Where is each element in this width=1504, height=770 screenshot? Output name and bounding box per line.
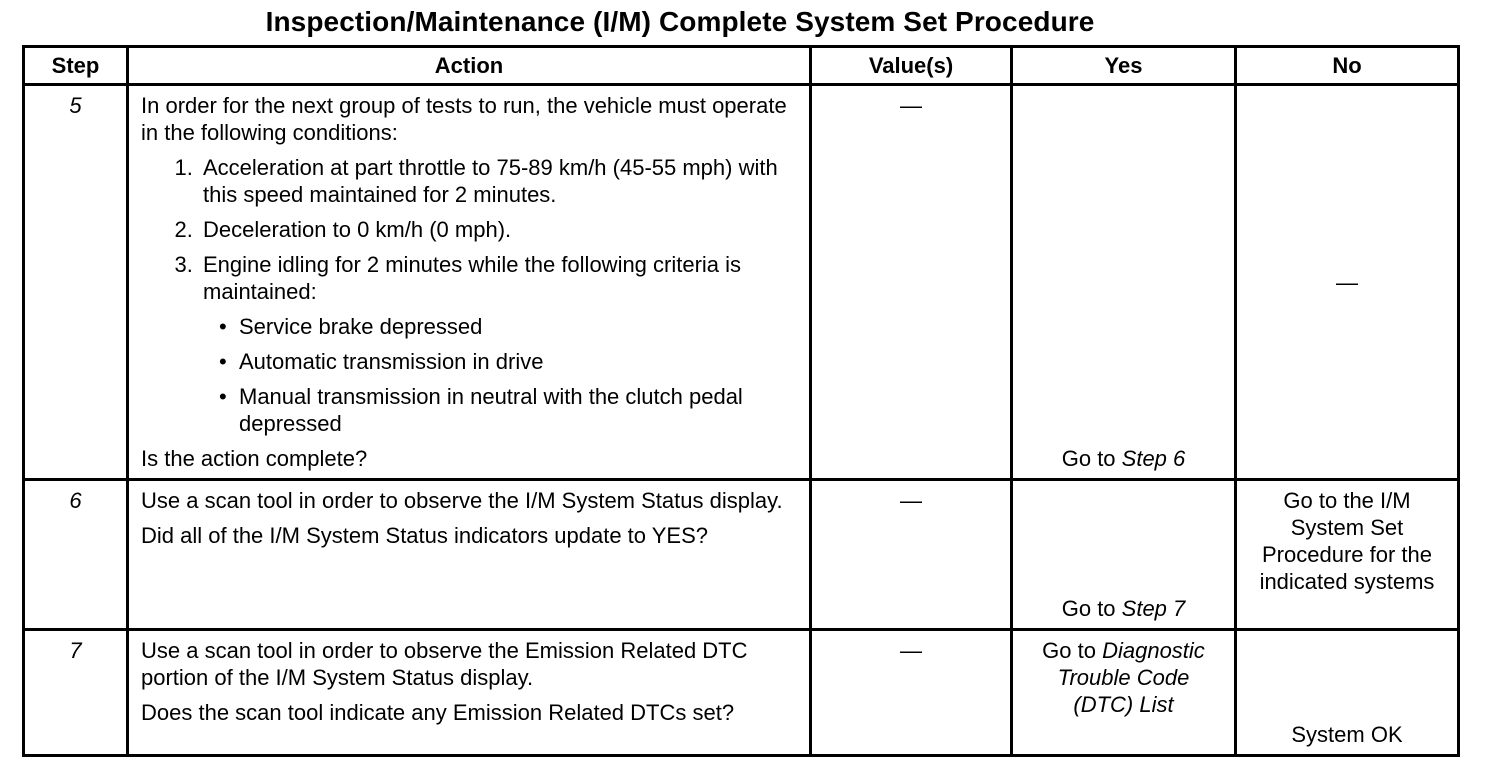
no-cell: System OK: [1236, 630, 1459, 756]
table-row-step-5: [24, 85, 1459, 480]
yes-cell: [1012, 480, 1236, 630]
procedure-table: [22, 45, 1460, 757]
page-title: Inspection/Maintenance (I/M) Complete System Set Procedure: [265, 6, 1095, 37]
action-cell: [128, 85, 811, 480]
condition-item: 1. Acceleration at part throttle to 75-89 km/h (45-55 mph) with this speed maintained for 2 minutes.: [199, 154, 797, 208]
step-number: 5: [24, 85, 128, 480]
yes-prefix: Go to: [1061, 446, 1122, 471]
yes-cell: [1012, 85, 1236, 480]
criteria-item: • Service brake depressed: [239, 313, 797, 340]
dtc-list-link[interactable]: Diagnostic Trouble Code (DTC) List: [1057, 638, 1205, 717]
table-row-step-7: [24, 630, 1459, 756]
header-action: Action: [128, 47, 811, 85]
header-step: Step: [24, 47, 128, 85]
condition-item: 3. Engine idling for 2 minutes while the following criteria is maintained: • Service brake depressed • Automatic transmission in drive • Manual transmission in neutral with the clutch pedal depressed: [199, 251, 797, 437]
action-intro: Use a scan tool in order to observe the I/M System Status display.: [141, 488, 783, 513]
action-question: Is the action complete?: [141, 446, 368, 471]
criteria-list: [203, 313, 797, 437]
no-cell: Go to the I/M System Set Procedure for the indicated systems: [1236, 480, 1459, 630]
criteria-item: • Manual transmission in neutral with the clutch pedal depressed: [239, 383, 797, 437]
condition-list: [141, 154, 797, 437]
header-values: Value(s): [811, 47, 1012, 85]
step-link[interactable]: Step 7: [1121, 596, 1186, 621]
step-number: 7: [24, 630, 128, 756]
table-row-step-6: [24, 480, 1459, 630]
action-question: Did all of the I/M System Status indicators update to YES?: [141, 523, 708, 548]
header-yes: Yes: [1012, 47, 1236, 85]
yes-prefix: Go to: [1042, 638, 1103, 663]
header-row: [24, 47, 1459, 85]
yes-cell: [1012, 630, 1236, 756]
value-cell: —: [811, 480, 1012, 630]
criteria-item: • Automatic transmission in drive: [239, 348, 797, 375]
action-question: Does the scan tool indicate any Emission Related DTCs set?: [141, 700, 735, 725]
step-number: 6: [24, 480, 128, 630]
value-cell: —: [811, 630, 1012, 756]
action-intro: Use a scan tool in order to observe the Emission Related DTC portion of the I/M System Status display.: [141, 638, 748, 690]
header-no: No: [1236, 47, 1459, 85]
step-link[interactable]: Step 6: [1121, 446, 1186, 471]
action-cell: [128, 630, 811, 756]
condition-item: 2. Deceleration to 0 km/h (0 mph).: [199, 216, 797, 243]
action-intro: In order for the next group of tests to run, the vehicle must operate in the following conditions:: [141, 93, 787, 145]
yes-prefix: Go to: [1061, 596, 1122, 621]
action-cell: [128, 480, 811, 630]
no-cell: —: [1236, 85, 1459, 480]
value-cell: —: [811, 85, 1012, 480]
